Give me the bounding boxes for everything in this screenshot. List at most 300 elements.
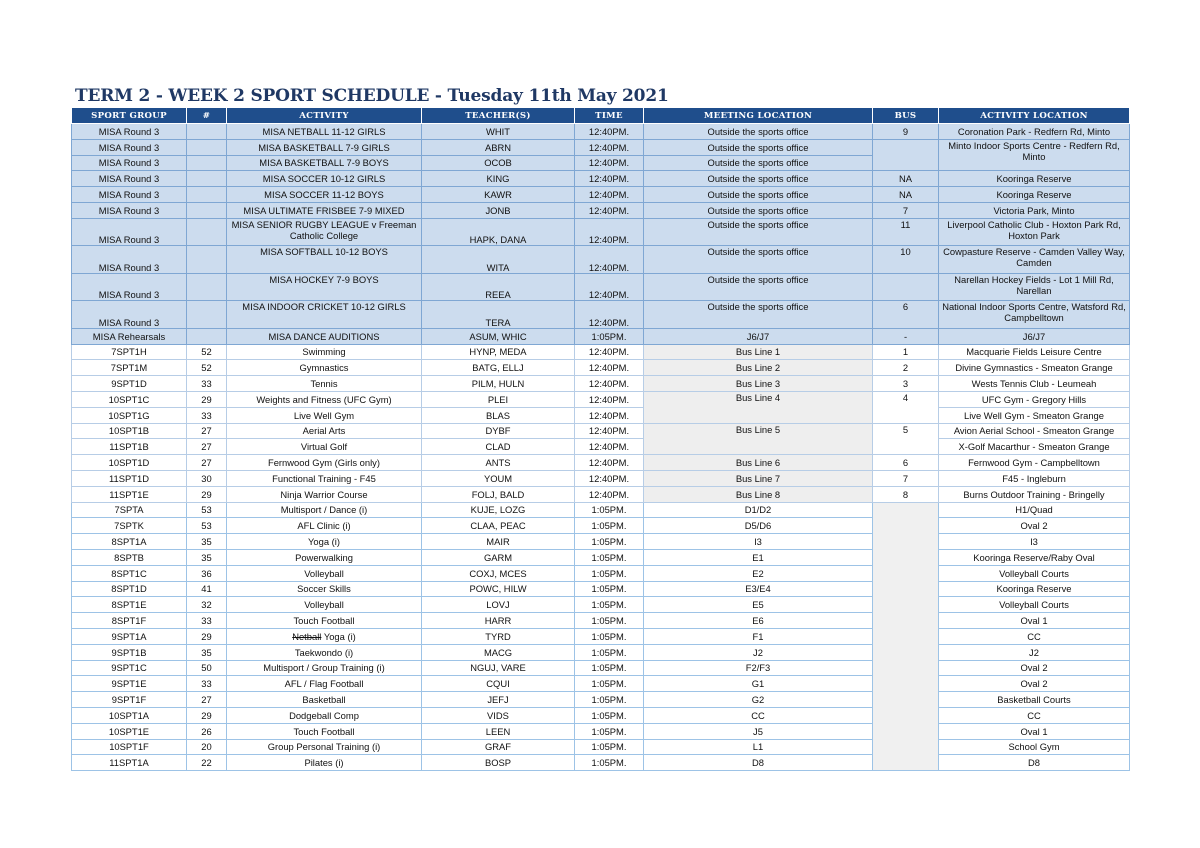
cell-num: 52	[187, 360, 227, 376]
cell-group: 7SPT1M	[72, 360, 187, 376]
cell-activity: Gymnastics	[227, 360, 422, 376]
cell-group: 10SPT1A	[72, 707, 187, 723]
cell-bus: 1	[873, 344, 939, 360]
cell-activity: Swimming	[227, 344, 422, 360]
cell-bus: 8	[873, 486, 939, 502]
cell-num: 35	[187, 534, 227, 550]
cell-location: Minto Indoor Sports Centre - Redfern Rd, Minto	[939, 139, 1130, 171]
cell-teacher: LEEN	[422, 723, 575, 739]
table-row	[72, 549, 1130, 565]
table-row	[72, 407, 1130, 423]
cell-num: 53	[187, 502, 227, 518]
cell-num: 29	[187, 707, 227, 723]
cell-time: 1:05PM.	[575, 534, 644, 550]
cell-bus: 9	[873, 124, 939, 140]
cell-teacher: HYNP, MEDA	[422, 344, 575, 360]
cell-group: 7SPTA	[72, 502, 187, 518]
cell-location: Divine Gymnastics - Smeaton Grange	[939, 360, 1130, 376]
cell-activity: Ninja Warrior Course	[227, 486, 422, 502]
table-row	[72, 707, 1130, 723]
cell-location: X-Golf Macarthur - Smeaton Grange	[939, 439, 1130, 455]
header-row	[72, 108, 1130, 124]
cell-num	[187, 328, 227, 344]
cell-bus: 2	[873, 360, 939, 376]
cell-teacher: COXJ, MCES	[422, 565, 575, 581]
cell-num: 52	[187, 344, 227, 360]
cell-meeting: E6	[644, 613, 873, 629]
cell-activity: Functional Training - F45	[227, 470, 422, 486]
cell-teacher: CQUI	[422, 676, 575, 692]
col-header-bus: BUS	[873, 108, 939, 124]
table-row	[72, 628, 1130, 644]
cell-activity: MISA SENIOR RUGBY LEAGUE v Freeman Catholic College	[227, 218, 422, 246]
cell-group: 8SPTB	[72, 549, 187, 565]
cell-location: Wests Tennis Club - Leumeah	[939, 376, 1130, 392]
cell-teacher: WHIT	[422, 124, 575, 140]
cell-num	[187, 155, 227, 171]
cell-location: Burns Outdoor Training - Bringelly	[939, 486, 1130, 502]
cell-num: 35	[187, 549, 227, 565]
cell-group: 10SPT1E	[72, 723, 187, 739]
table-row	[72, 423, 1130, 439]
cell-location: Macquarie Fields Leisure Centre	[939, 344, 1130, 360]
cell-location: D8	[939, 755, 1130, 771]
cell-group: 9SPT1A	[72, 628, 187, 644]
cell-num: 35	[187, 644, 227, 660]
cell-group: 7SPTK	[72, 518, 187, 534]
cell-meeting: J5	[644, 723, 873, 739]
cell-meeting: Bus Line 1	[644, 344, 873, 360]
cell-num: 26	[187, 723, 227, 739]
cell-meeting: F2/F3	[644, 660, 873, 676]
cell-location: National Indoor Sports Centre, Watsford Rd, Campbelltown	[939, 301, 1130, 329]
cell-time: 1:05PM.	[575, 755, 644, 771]
cell-meeting: Bus Line 8	[644, 486, 873, 502]
cell-time: 12:40PM.	[575, 124, 644, 140]
table-row	[72, 676, 1130, 692]
cell-group: 9SPT1E	[72, 676, 187, 692]
cell-location: I3	[939, 534, 1130, 550]
cell-group: MISA Round 3	[72, 139, 187, 155]
cell-teacher: KING	[422, 171, 575, 187]
cell-teacher: MAIR	[422, 534, 575, 550]
cell-group: MISA Round 3	[72, 273, 187, 301]
table-row	[72, 376, 1130, 392]
cell-time: 12:40PM.	[575, 155, 644, 171]
cell-teacher: JEFJ	[422, 692, 575, 708]
cell-activity: MISA ULTIMATE FRISBEE 7-9 MIXED	[227, 202, 422, 218]
col-header-time: TIME	[575, 108, 644, 124]
cell-num	[187, 187, 227, 203]
table-row	[72, 739, 1130, 755]
cell-teacher: OCOB	[422, 155, 575, 171]
cell-activity: Multisport / Group Training (i)	[227, 660, 422, 676]
cell-num	[187, 171, 227, 187]
cell-meeting: Outside the sports office	[644, 218, 873, 246]
cell-time: 12:40PM.	[575, 486, 644, 502]
cell-group: MISA Round 3	[72, 187, 187, 203]
table-row	[72, 518, 1130, 534]
cell-group: MISA Round 3	[72, 218, 187, 246]
table-row	[72, 202, 1130, 218]
cell-num: 27	[187, 692, 227, 708]
cell-activity: Taekwondo (i)	[227, 644, 422, 660]
cell-location: Volleyball Courts	[939, 597, 1130, 613]
cell-group: 9SPT1F	[72, 692, 187, 708]
cell-group: 9SPT1B	[72, 644, 187, 660]
cell-teacher: JONB	[422, 202, 575, 218]
cell-teacher: BOSP	[422, 755, 575, 771]
cell-time: 12:40PM.	[575, 218, 644, 246]
cell-teacher: BATG, ELLJ	[422, 360, 575, 376]
cell-teacher: HAPK, DANA	[422, 218, 575, 246]
cell-teacher: KAWR	[422, 187, 575, 203]
cell-activity: Touch Football	[227, 723, 422, 739]
cell-location: Oval 2	[939, 518, 1130, 534]
table-row	[72, 273, 1130, 301]
cell-group: 10SPT1F	[72, 739, 187, 755]
cell-activity: Weights and Fitness (UFC Gym)	[227, 391, 422, 407]
table-row	[72, 660, 1130, 676]
cell-time: 1:05PM.	[575, 565, 644, 581]
cell-teacher: TYRD	[422, 628, 575, 644]
cell-activity: Basketball	[227, 692, 422, 708]
cell-num	[187, 124, 227, 140]
cell-time: 12:40PM.	[575, 360, 644, 376]
cell-num: 53	[187, 518, 227, 534]
cell-time: 12:40PM.	[575, 344, 644, 360]
cell-teacher: GARM	[422, 549, 575, 565]
cell-meeting: CC	[644, 707, 873, 723]
cell-num: 32	[187, 597, 227, 613]
table-row	[72, 581, 1130, 597]
cell-time: 1:05PM.	[575, 502, 644, 518]
cell-time: 1:05PM.	[575, 660, 644, 676]
cell-time: 12:40PM.	[575, 171, 644, 187]
cell-teacher: HARR	[422, 613, 575, 629]
cell-group: MISA Round 3	[72, 171, 187, 187]
cell-num: 30	[187, 470, 227, 486]
cell-teacher: CLAD	[422, 439, 575, 455]
cell-teacher: DYBF	[422, 423, 575, 439]
table-row	[72, 755, 1130, 771]
cell-activity: MISA SOCCER 10-12 GIRLS	[227, 171, 422, 187]
col-header-sport-group: SPORT GROUP	[72, 108, 187, 124]
col-header-activity-location: ACTIVITY LOCATION	[939, 108, 1130, 124]
table-row	[72, 139, 1130, 155]
cell-time: 1:05PM.	[575, 328, 644, 344]
cell-activity	[227, 628, 422, 644]
cell-activity: Aerial Arts	[227, 423, 422, 439]
cell-group: MISA Round 3	[72, 202, 187, 218]
cell-bus: NA	[873, 187, 939, 203]
cell-location: Victoria Park, Minto	[939, 202, 1130, 218]
cell-meeting: J6/J7	[644, 328, 873, 344]
cell-meeting: Outside the sports office	[644, 171, 873, 187]
cell-activity: MISA BASKETBALL 7-9 BOYS	[227, 155, 422, 171]
cell-meeting: Bus Line 7	[644, 470, 873, 486]
cell-time: 1:05PM.	[575, 518, 644, 534]
cell-group: 8SPT1E	[72, 597, 187, 613]
cell-location: Kooringa Reserve	[939, 187, 1130, 203]
cell-activity: Tennis	[227, 376, 422, 392]
cell-location: Liverpool Catholic Club - Hoxton Park Rd, Hoxton Park	[939, 218, 1130, 246]
table-row	[72, 470, 1130, 486]
cell-num: 27	[187, 455, 227, 471]
cell-bus: -	[873, 328, 939, 344]
cell-activity: AFL Clinic (i)	[227, 518, 422, 534]
cell-time: 12:40PM.	[575, 202, 644, 218]
cell-activity: Soccer Skills	[227, 581, 422, 597]
cell-group: MISA Round 3	[72, 124, 187, 140]
cell-activity: Touch Football	[227, 613, 422, 629]
cell-meeting: Bus Line 4	[644, 391, 873, 423]
cell-bus: 10	[873, 246, 939, 274]
cell-num	[187, 218, 227, 246]
cell-location: Narellan Hockey Fields - Lot 1 Mill Rd, Narellan	[939, 273, 1130, 301]
cell-teacher: PILM, HULN	[422, 376, 575, 392]
cell-meeting: Bus Line 3	[644, 376, 873, 392]
cell-meeting: L1	[644, 739, 873, 755]
cell-activity: Yoga (i)	[227, 534, 422, 550]
cell-meeting: Outside the sports office	[644, 124, 873, 140]
cell-activity: MISA NETBALL 11-12 GIRLS	[227, 124, 422, 140]
cell-location: Oval 1	[939, 723, 1130, 739]
table-row	[72, 301, 1130, 329]
cell-group: 10SPT1B	[72, 423, 187, 439]
cell-meeting: D1/D2	[644, 502, 873, 518]
cell-bus: NA	[873, 171, 939, 187]
cell-meeting: Bus Line 5	[644, 423, 873, 455]
cell-teacher: TERA	[422, 301, 575, 329]
cell-num: 33	[187, 613, 227, 629]
table-row	[72, 344, 1130, 360]
table-row	[72, 597, 1130, 613]
cell-time: 12:40PM.	[575, 455, 644, 471]
cell-meeting: Outside the sports office	[644, 187, 873, 203]
cell-meeting: F1	[644, 628, 873, 644]
cell-location: Avion Aerial School - Smeaton Grange	[939, 423, 1130, 439]
cell-meeting: Outside the sports office	[644, 139, 873, 155]
schedule-table	[71, 107, 1130, 771]
cell-teacher: YOUM	[422, 470, 575, 486]
cell-teacher: ABRN	[422, 139, 575, 155]
cell-teacher: PLEI	[422, 391, 575, 407]
cell-location: Coronation Park - Redfern Rd, Minto	[939, 124, 1130, 140]
cell-group: 9SPT1D	[72, 376, 187, 392]
cell-meeting: E5	[644, 597, 873, 613]
table-row	[72, 391, 1130, 407]
cell-activity: MISA DANCE AUDITIONS	[227, 328, 422, 344]
cell-time: 12:40PM.	[575, 470, 644, 486]
cell-num: 41	[187, 581, 227, 597]
col-header-number: #	[187, 108, 227, 124]
struck-activity: Netball	[292, 630, 322, 642]
cell-meeting: J2	[644, 644, 873, 660]
cell-group: 11SPT1B	[72, 439, 187, 455]
cell-teacher: REEA	[422, 273, 575, 301]
cell-time: 1:05PM.	[575, 549, 644, 565]
cell-num: 22	[187, 755, 227, 771]
cell-num: 50	[187, 660, 227, 676]
cell-meeting: G1	[644, 676, 873, 692]
cell-location: Oval 1	[939, 613, 1130, 629]
cell-time: 12:40PM.	[575, 439, 644, 455]
cell-num	[187, 273, 227, 301]
cell-group: 10SPT1D	[72, 455, 187, 471]
cell-meeting: D8	[644, 755, 873, 771]
cell-group: MISA Rehearsals	[72, 328, 187, 344]
cell-teacher: FOLJ, BALD	[422, 486, 575, 502]
cell-teacher: MACG	[422, 644, 575, 660]
cell-time: 12:40PM.	[575, 407, 644, 423]
table-row	[72, 439, 1130, 455]
cell-activity: AFL / Flag Football	[227, 676, 422, 692]
cell-location: Kooringa Reserve/Raby Oval	[939, 549, 1130, 565]
cell-num: 33	[187, 676, 227, 692]
cell-teacher: BLAS	[422, 407, 575, 423]
table-row	[72, 723, 1130, 739]
col-header-teachers: TEACHER(S)	[422, 108, 575, 124]
table-row	[72, 360, 1130, 376]
cell-activity: Multisport / Dance (i)	[227, 502, 422, 518]
cell-group: MISA Round 3	[72, 155, 187, 171]
page-title: TERM 2 - WEEK 2 SPORT SCHEDULE - Tuesday 11th May 2021	[75, 86, 669, 106]
cell-location: Fernwood Gym - Campbelltown	[939, 455, 1130, 471]
cell-group: 8SPT1F	[72, 613, 187, 629]
table-row	[72, 328, 1130, 344]
cell-bus: 7	[873, 202, 939, 218]
cell-teacher: ASUM, WHIC	[422, 328, 575, 344]
cell-meeting: D5/D6	[644, 518, 873, 534]
cell-time: 1:05PM.	[575, 739, 644, 755]
cell-location: Cowpasture Reserve - Camden Valley Way, Camden	[939, 246, 1130, 274]
cell-num	[187, 202, 227, 218]
cell-time: 12:40PM.	[575, 187, 644, 203]
table-row	[72, 171, 1130, 187]
cell-time: 12:40PM.	[575, 423, 644, 439]
cell-activity: MISA SOFTBALL 10-12 BOYS	[227, 246, 422, 274]
cell-meeting: G2	[644, 692, 873, 708]
cell-teacher: VIDS	[422, 707, 575, 723]
cell-num: 29	[187, 486, 227, 502]
cell-bus: 3	[873, 376, 939, 392]
cell-time: 1:05PM.	[575, 597, 644, 613]
table-row	[72, 502, 1130, 518]
cell-activity: MISA HOCKEY 7-9 BOYS	[227, 273, 422, 301]
cell-time: 1:05PM.	[575, 644, 644, 660]
cell-time: 1:05PM.	[575, 581, 644, 597]
cell-time: 1:05PM.	[575, 692, 644, 708]
cell-activity: MISA BASKETBALL 7-9 GIRLS	[227, 139, 422, 155]
cell-num: 29	[187, 628, 227, 644]
cell-location: Basketball Courts	[939, 692, 1130, 708]
cell-group: MISA Round 3	[72, 301, 187, 329]
cell-location: Live Well Gym - Smeaton Grange	[939, 407, 1130, 423]
cell-group: 10SPT1C	[72, 391, 187, 407]
table-row	[72, 644, 1130, 660]
cell-num: 36	[187, 565, 227, 581]
cell-num	[187, 246, 227, 274]
cell-location: F45 - Ingleburn	[939, 470, 1130, 486]
cell-location: Kooringa Reserve	[939, 171, 1130, 187]
cell-time: 1:05PM.	[575, 723, 644, 739]
cell-num	[187, 301, 227, 329]
cell-meeting: Outside the sports office	[644, 301, 873, 329]
cell-location: H1/Quad	[939, 502, 1130, 518]
cell-meeting: Bus Line 2	[644, 360, 873, 376]
cell-activity: Live Well Gym	[227, 407, 422, 423]
cell-time: 1:05PM.	[575, 613, 644, 629]
cell-group: 9SPT1C	[72, 660, 187, 676]
cell-teacher: GRAF	[422, 739, 575, 755]
table-row	[72, 246, 1130, 274]
cell-location: CC	[939, 628, 1130, 644]
cell-meeting: Outside the sports office	[644, 202, 873, 218]
cell-activity: Volleyball	[227, 597, 422, 613]
table-row	[72, 124, 1130, 140]
cell-teacher: CLAA, PEAC	[422, 518, 575, 534]
activity-text: Yoga (i)	[321, 630, 356, 642]
cell-activity: MISA INDOOR CRICKET 10-12 GIRLS	[227, 301, 422, 329]
cell-num: 27	[187, 439, 227, 455]
cell-bus: 6	[873, 301, 939, 329]
cell-num: 33	[187, 376, 227, 392]
cell-num: 33	[187, 407, 227, 423]
cell-meeting: I3	[644, 534, 873, 550]
cell-time: 12:40PM.	[575, 246, 644, 274]
cell-group: 11SPT1D	[72, 470, 187, 486]
cell-bus: 5	[873, 423, 939, 455]
cell-time: 12:40PM.	[575, 376, 644, 392]
cell-group: 8SPT1A	[72, 534, 187, 550]
col-header-meeting-location: MEETING LOCATION	[644, 108, 873, 124]
table-row	[72, 534, 1130, 550]
cell-location: Volleyball Courts	[939, 565, 1130, 581]
cell-group: 8SPT1C	[72, 565, 187, 581]
cell-location: UFC Gym - Gregory Hills	[939, 391, 1130, 407]
cell-time: 12:40PM.	[575, 273, 644, 301]
cell-teacher: POWC, HILW	[422, 581, 575, 597]
cell-meeting: Outside the sports office	[644, 155, 873, 171]
cell-meeting: E1	[644, 549, 873, 565]
cell-location: School Gym	[939, 739, 1130, 755]
cell-location: Kooringa Reserve	[939, 581, 1130, 597]
cell-activity: Pilates (i)	[227, 755, 422, 771]
cell-bus: 6	[873, 455, 939, 471]
cell-activity: MISA SOCCER 11-12 BOYS	[227, 187, 422, 203]
cell-group: 11SPT1A	[72, 755, 187, 771]
cell-activity: Virtual Golf	[227, 439, 422, 455]
cell-num: 20	[187, 739, 227, 755]
cell-group: 8SPT1D	[72, 581, 187, 597]
cell-num: 27	[187, 423, 227, 439]
table-row	[72, 565, 1130, 581]
table-row	[72, 455, 1130, 471]
cell-teacher: LOVJ	[422, 597, 575, 613]
table-row	[72, 187, 1130, 203]
table-row	[72, 692, 1130, 708]
cell-time: 12:40PM.	[575, 139, 644, 155]
cell-meeting: Outside the sports office	[644, 246, 873, 274]
table-row	[72, 218, 1130, 246]
cell-time: 1:05PM.	[575, 628, 644, 644]
cell-meeting: E2	[644, 565, 873, 581]
cell-bus	[873, 139, 939, 171]
cell-time: 12:40PM.	[575, 391, 644, 407]
cell-bus	[873, 273, 939, 301]
cell-teacher: KUJE, LOZG	[422, 502, 575, 518]
